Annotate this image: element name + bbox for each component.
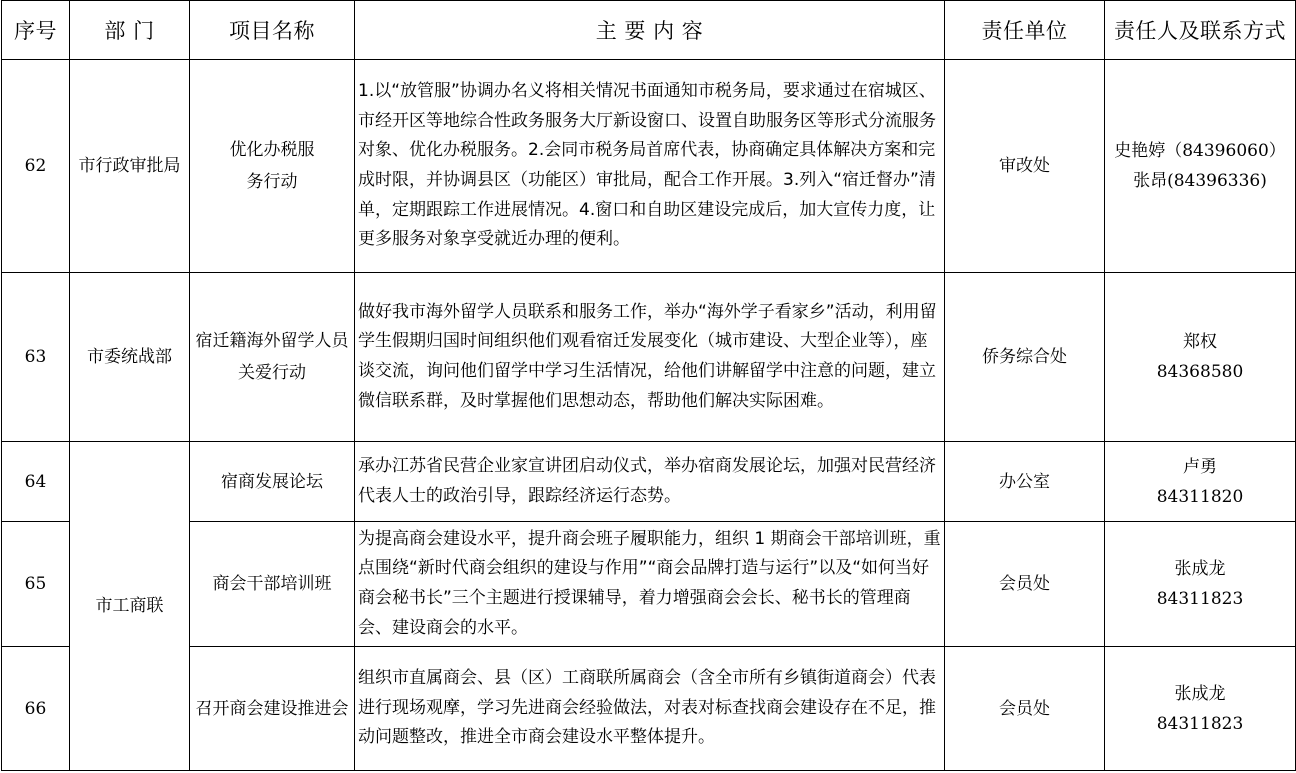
row-project — [190, 647, 355, 771]
row-dept: 市委统战部 — [70, 273, 190, 442]
header-contact: 责任人及联系方式 — [1105, 1, 1296, 60]
row-content: 承办江苏省民营企业家宣讲团启动仪式，举办宿商发展论坛，加强对民营经济代表人士的政治引导，跟踪经济运行态势。 — [355, 442, 945, 522]
row-project: 宿商发展论坛 — [190, 442, 355, 522]
contact-phone: 84311823 — [1156, 713, 1244, 734]
row-seq: 66 — [2, 647, 70, 771]
row-contact — [1105, 60, 1296, 273]
row-content: 组织市直属商会、县（区）工商联所属商会（含全市所有乡镇街道商会）代表进行现场观摩，学习先进商会经验做法，对表对标查找商会建设存在不足，推动问题整改，推进全市商会建设水平整体提升。 — [355, 647, 945, 771]
row-project — [190, 60, 355, 273]
row-contact — [1105, 647, 1296, 771]
header-row — [2, 1, 1296, 60]
row-contact — [1105, 442, 1296, 522]
dept-text: 市行政审批局 — [78, 156, 181, 176]
table-row — [2, 442, 1296, 522]
contact-phone: 张昂(84396336) — [1133, 171, 1267, 191]
row-content: 做好我市海外留学人员联系和服务工作，举办“海外学子看家乡”活动，利用留学生假期归国时间组织他们观看宿迁发展变化（城市建设、大型企业等），座谈交流，询问他们留学中学习生活情况，给他们讲解留学中注意的问题，建立微信联系群，及时掌握他们思想动态，帮助他们解决实际困难。 — [355, 273, 945, 442]
contact-phone: 84368580 — [1156, 362, 1244, 382]
row-unit: 会员处 — [945, 522, 1105, 647]
row-project — [190, 273, 355, 442]
row-seq: 62 — [2, 60, 70, 273]
project-text: 宿迁籍海外留学人员关爱行动 — [195, 331, 349, 383]
project-text: 召开商会建设推进会 — [195, 698, 349, 719]
header-unit: 责任单位 — [945, 1, 1105, 60]
project-text: 优化办税服务行动 — [229, 140, 315, 192]
row-seq: 64 — [2, 442, 70, 522]
row-unit: 审改处 — [945, 60, 1105, 273]
table-row — [2, 522, 1296, 647]
contact-name: 郑权 — [1183, 332, 1217, 352]
row-seq: 65 — [2, 522, 70, 647]
contact-name: 卢勇 — [1183, 456, 1217, 477]
row-content: 1.以“放管服”协调办名义将相关情况书面通知市税务局，要求通过在宿城区、市经开区等地综合性政务服务大厅新设窗口、设置自助服务区等形式分流服务对象、优化办税服务。2.会同市税务局首席代表，协商确定具体解决方案和完成时限，并协调县区（功能区）审批局，配合工作开展。3.列入“宿迁督办”清单，定期跟踪工作进展情况。4.窗口和自助区建设完成后，加大宣传力度，让更多服务对象享受就近办理的便利。 — [355, 60, 945, 273]
row-unit: 侨务综合处 — [945, 273, 1105, 442]
row-unit: 会员处 — [945, 647, 1105, 771]
row-contact — [1105, 273, 1296, 442]
contact-phone: 84311820 — [1156, 486, 1244, 507]
header-seq: 序号 — [2, 1, 70, 60]
table-row — [2, 60, 1296, 273]
contact-name: 张成龙 — [1174, 559, 1226, 579]
row-dept: 市工商联 — [70, 442, 190, 771]
contact-name: 史艳婷（84396060） — [1114, 141, 1286, 161]
row-seq: 63 — [2, 273, 70, 442]
header-dept: 部 门 — [70, 1, 190, 60]
project-table — [1, 0, 1296, 771]
row-contact — [1105, 522, 1296, 647]
table-row — [2, 647, 1296, 771]
row-dept — [70, 60, 190, 273]
contact-name: 张成龙 — [1174, 683, 1226, 704]
header-content: 主 要 内 容 — [355, 1, 945, 60]
header-project: 项目名称 — [190, 1, 355, 60]
row-content: 为提高商会建设水平，提升商会班子履职能力，组织 1 期商会干部培训班，重点围绕“新时代商会组织的建设与作用”“商会品牌打造与运行”以及“如何当好商会秘书长”三个主题进行授课辅导，着力增强商会会长、秘书长的管理商会、建设商会的水平。 — [355, 522, 945, 647]
table-row — [2, 273, 1296, 442]
contact-phone: 84311823 — [1156, 589, 1244, 609]
row-project: 商会干部培训班 — [190, 522, 355, 647]
row-unit: 办公室 — [945, 442, 1105, 522]
